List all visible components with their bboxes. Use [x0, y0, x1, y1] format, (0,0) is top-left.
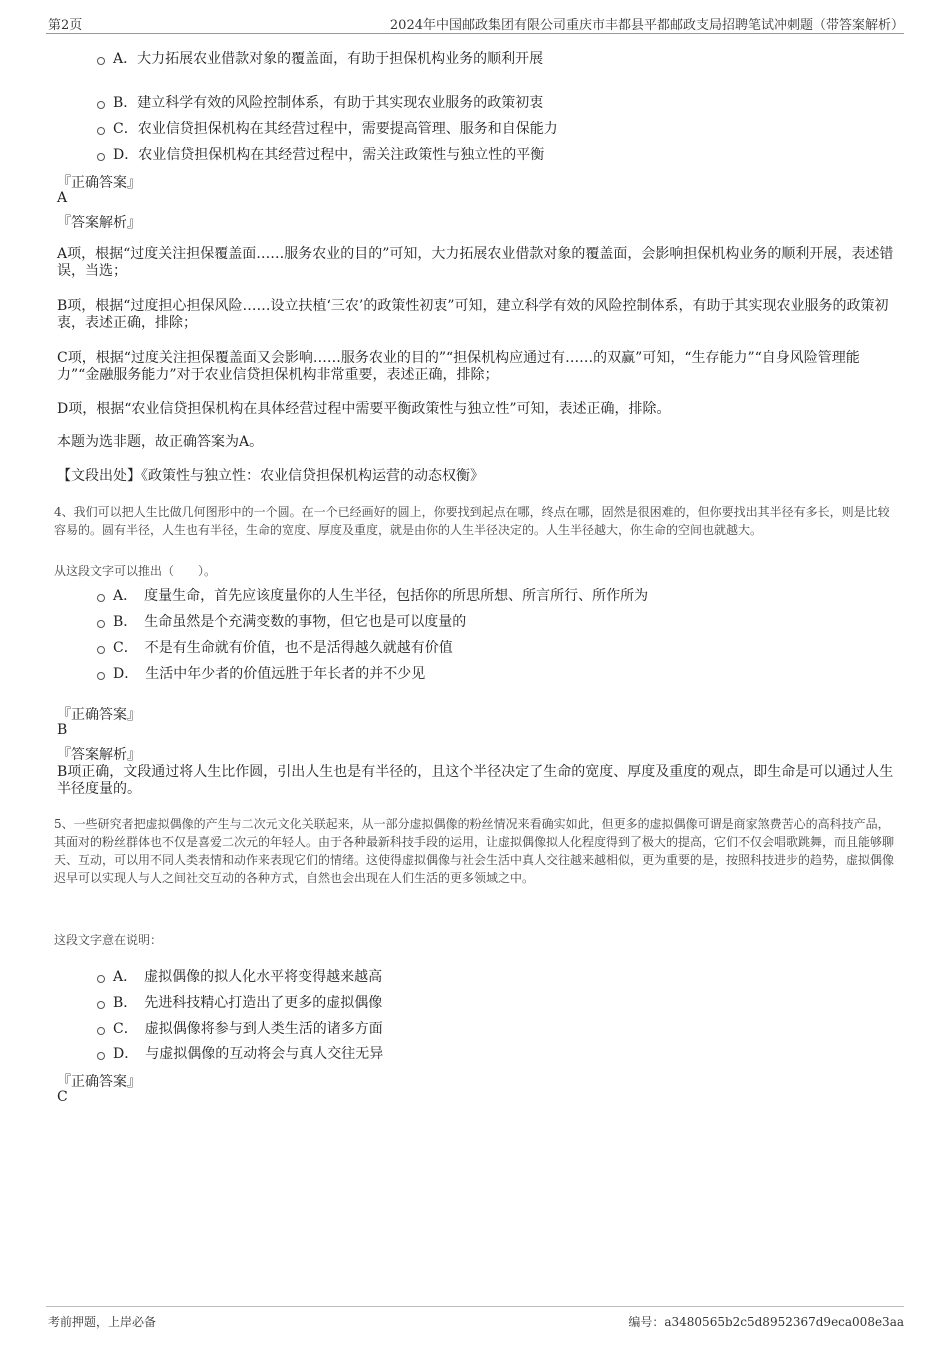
radio-icon[interactable]: [97, 153, 105, 161]
q3-conclusion: 本题为选非题，故正确答案为A。: [57, 434, 264, 450]
radio-icon[interactable]: [97, 101, 105, 109]
option-label: A． 虚拟偶像的拟人化水平将变得越来越高: [113, 969, 383, 985]
option-label: A．大力拓展农业借款对象的覆盖面，有助于担保机构业务的顺利开展: [113, 51, 544, 67]
q4-option-c[interactable]: [97, 637, 453, 657]
radio-icon[interactable]: [97, 594, 105, 602]
q5-option-a[interactable]: [97, 966, 382, 986]
q4-prompt: 从这段文字可以推出（ ）。: [54, 564, 217, 578]
q4-analysis: B项正确，文段通过将人生比作圆，引出人生也是有半径的，且这个半径决定了生命的宽度、厚度及重度的观点，即生命是可以通过人生半径度量的。: [57, 764, 894, 797]
page-number: 第2页: [48, 18, 83, 33]
q3-analysis-label: 『答案解析』: [57, 215, 141, 231]
option-label: B．建立科学有效的风险控制体系，有助于其实现农业服务的政策初衷: [113, 95, 544, 111]
q3-option-b[interactable]: [97, 92, 543, 112]
q3-analysis-c: C项，根据“过度关注担保覆盖面又会影响……服务农业的目的”“担保机构应通过有……的双赢”可知，“生存能力”“自身风险管理能力”“金融服务能力”对于农业信贷担保机构非常重要，表述正确，排除；: [57, 350, 860, 383]
option-label: B． 先进科技精心打造出了更多的虚拟偶像: [113, 995, 383, 1011]
q4-option-a[interactable]: [97, 585, 648, 605]
q4-analysis-label: 『答案解析』: [57, 747, 141, 763]
footer-divider: [46, 1306, 904, 1307]
option-label: C． 虚拟偶像将参与到人类生活的诸多方面: [113, 1021, 383, 1037]
radio-icon[interactable]: [97, 672, 105, 680]
radio-icon[interactable]: [97, 620, 105, 628]
option-label: D． 生活中年少者的价值远胜于年长者的并不少见: [113, 666, 426, 682]
radio-icon[interactable]: [97, 975, 105, 983]
q3-answer: A: [57, 190, 68, 206]
option-label: D． 与虚拟偶像的互动将会与真人交往无异: [113, 1046, 384, 1062]
option-label: C． 不是有生命就有价值，也不是活得越久就越有价值: [113, 640, 453, 656]
header-divider: [46, 33, 904, 34]
radio-icon[interactable]: [97, 1027, 105, 1035]
option-label: A． 度量生命，首先应该度量你的人生半径，包括你的所思所想、所言所行、所作所为: [113, 588, 649, 604]
footer-slogan: 考前押题，上岸必备: [48, 1315, 157, 1329]
q4-option-d[interactable]: [97, 663, 425, 683]
radio-icon[interactable]: [97, 1001, 105, 1009]
q5-stem: 5、一些研究者把虚拟偶像的产生与二次元文化关联起来，从一部分虚拟偶像的粉丝情况来看确实如此，但更多的虚拟偶像可谓是商家煞费苦心的高科技产品，其面对的粉丝群体也不仅是喜爱二次元的年轻人。由于各种最新科技手段的运用，让虚拟偶像拟人化程度得到了极大的提高，它们不仅会唱歌跳舞，而且能够聊天、互动，可以用不同人类表情和动作来表现它们的情绪。这使得虚拟偶像与社会生活中真人交往越来越相似，更为重要的是，按照科技进步的趋势，虚拟偶像迟早可以实现人与人之间社交互动的各种方式，自然也会出现在人们生活的更多领域之中。: [54, 817, 895, 885]
q3-analysis-a: A项，根据“过度关注担保覆盖面……服务农业的目的”可知，大力拓展农业借款对象的覆盖面，会影响担保机构业务的顺利开展，表述错误，当选；: [57, 246, 894, 279]
document-title: 2024年中国邮政集团有限公司重庆市丰都县平都邮政支局招聘笔试冲刺题（带答案解析）: [389, 18, 904, 33]
q3-option-a[interactable]: [97, 48, 543, 68]
q5-answer-label: 『正确答案』: [57, 1074, 141, 1090]
q4-answer: B: [57, 722, 68, 738]
option-label: D．农业信贷担保机构在其经营过程中，需关注政策性与独立性的平衡: [113, 147, 545, 163]
q4-answer-label: 『正确答案』: [57, 707, 141, 723]
q3-option-d[interactable]: [97, 144, 544, 164]
radio-icon[interactable]: [97, 57, 105, 65]
q3-answer-label: 『正确答案』: [57, 175, 141, 191]
radio-icon[interactable]: [97, 127, 105, 135]
radio-icon[interactable]: [97, 1052, 105, 1060]
q5-prompt: 这段文字意在说明：: [54, 933, 163, 947]
q3-source: 【文段出处】《政策性与独立性：农业信贷担保机构运营的动态权衡》: [57, 468, 484, 484]
q3-analysis-d: D项，根据“农业信贷担保机构在具体经营过程中需要平衡政策性与独立性”可知，表述正确，排除。: [57, 401, 671, 417]
q5-option-b[interactable]: [97, 992, 382, 1012]
q5-option-c[interactable]: [97, 1018, 383, 1038]
option-label: B． 生命虽然是个充满变数的事物，但它也是可以度量的: [113, 614, 467, 630]
radio-icon[interactable]: [97, 646, 105, 654]
document-code: 编号：a3480565b2c5d8952367d9eca008e3aa: [628, 1315, 904, 1329]
q3-option-c[interactable]: [97, 118, 558, 138]
q3-analysis-b: B项，根据“过度担心担保风险……设立扶植‘三农’的政策性初衷”可知，建立科学有效的风险控制体系，有助于其实现农业服务的政策初衷，表述正确，排除；: [57, 298, 889, 331]
q4-option-b[interactable]: [97, 611, 466, 631]
option-label: C．农业信贷担保机构在其经营过程中，需要提高管理、服务和自保能力: [113, 121, 558, 137]
q5-answer: C: [57, 1089, 68, 1105]
q4-stem: 4、我们可以把人生比做几何图形中的一个圆。在一个已经画好的圆上，你要找到起点在哪，终点在哪，固然是很困难的，但你要找出其半径有多长，则是比较容易的。圆有半径，人生也有半径，生命的宽度、厚度及重度，就是由你的人生半径决定的。人生半径越大，你生命的空间也就越大。: [54, 505, 890, 537]
q5-option-d[interactable]: [97, 1043, 383, 1063]
